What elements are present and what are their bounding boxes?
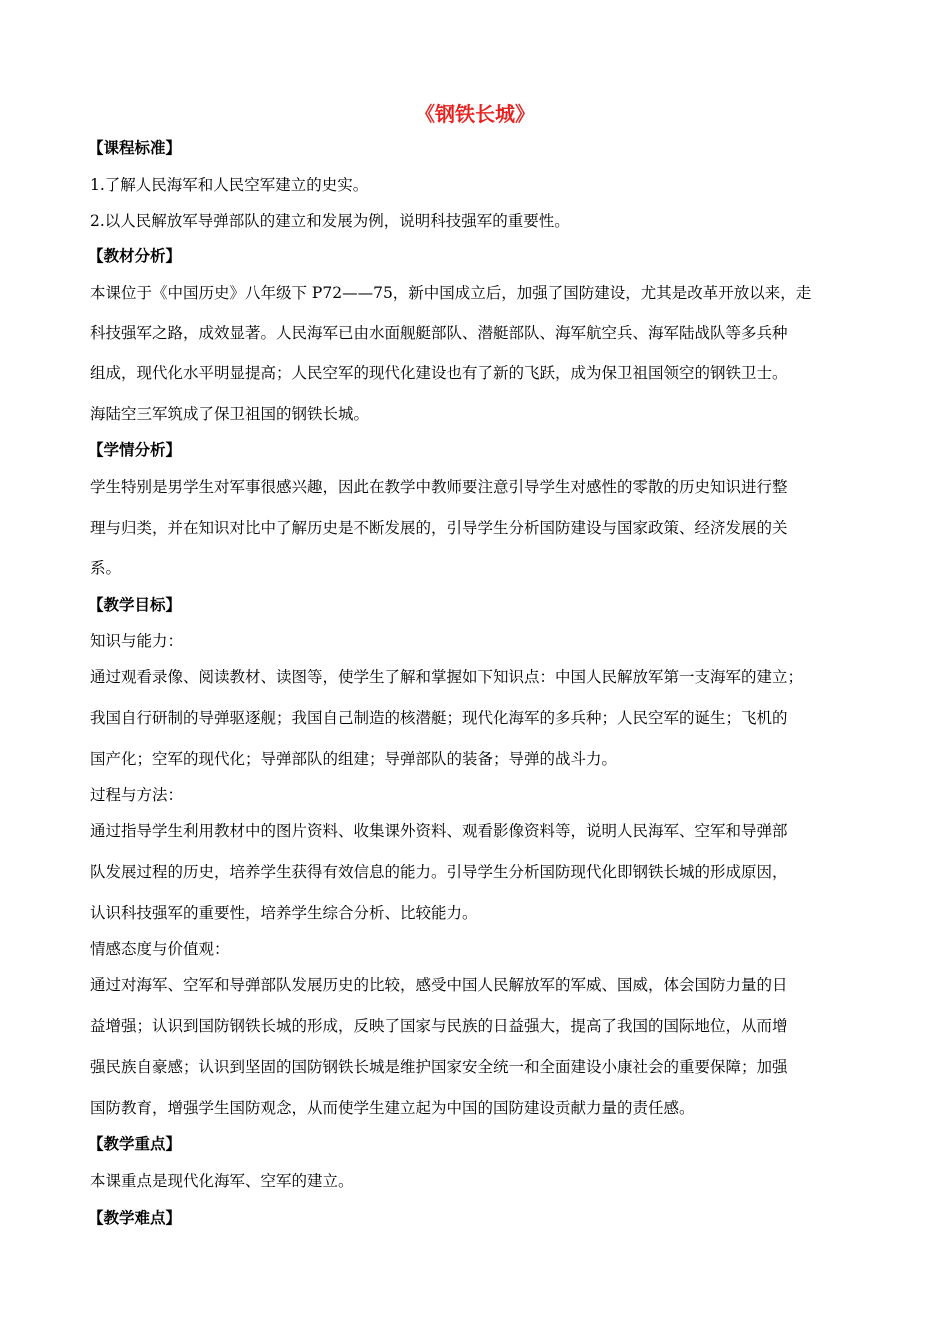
text-line: 国防教育，增强学生国防观念，从而使学生建立起为中国的国防建设贡献力量的责任感。: [90, 1099, 695, 1117]
heading-key-points: 【教学重点】: [88, 1134, 182, 1153]
subheading-process: 过程与方法：: [90, 786, 184, 804]
document-title: 《钢铁长城》: [415, 102, 535, 126]
subheading-knowledge: 知识与能力：: [90, 632, 184, 650]
text-line: 学生特别是男学生对军事很感兴趣，因此在教学中教师要注意引导学生对感性的零散的历史知识进行整: [90, 478, 788, 496]
heading-teaching-goals: 【教学目标】: [88, 595, 182, 614]
text-line: 本课位于《中国历史》八年级下 P72——75，新中国成立后，加强了国防建设，尤其是改革开放以来，走: [90, 284, 812, 302]
heading-difficulties: 【教学难点】: [88, 1208, 182, 1227]
text-line: 通过对海军、空军和导弹部队发展历史的比较，感受中国人民解放军的军威、国威，体会国防力量的日: [90, 976, 788, 994]
text-line: 2.以人民解放军导弹部队的建立和发展为例，说明科技强军的重要性。: [90, 212, 570, 230]
heading-material-analysis: 【教材分析】: [88, 246, 182, 265]
text-line: 海陆空三军筑成了保卫祖国的钢铁长城。: [90, 405, 370, 423]
text-line: 通过观看录像、阅读教材、读图等，使学生了解和掌握如下知识点：中国人民解放军第一支海军的建立；: [90, 668, 804, 686]
text-line: 队发展过程的历史，培养学生获得有效信息的能力。引导学生分析国防现代化即钢铁长城的形成原因，: [90, 863, 788, 881]
text-line: 科技强军之路，成效显著。人民海军已由水面舰艇部队、潜艇部队、海军航空兵、海军陆战队等多兵种: [90, 324, 788, 342]
text-line: 系。: [90, 559, 122, 577]
text-line: 通过指导学生利用教材中的图片资料、收集课外资料、观看影像资料等，说明人民海军、空军和导弹部: [90, 822, 788, 840]
text-line: 益增强；认识到国防钢铁长城的形成，反映了国家与民族的日益强大，提高了我国的国际地位，从而增: [90, 1017, 788, 1035]
text-line: 理与归类，并在知识对比中了解历史是不断发展的，引导学生分析国防建设与国家政策、经济发展的关: [90, 519, 788, 537]
heading-student-analysis: 【学情分析】: [88, 440, 182, 459]
text-line: 国产化；空军的现代化；导弹部队的组建；导弹部队的装备；导弹的战斗力。: [90, 750, 618, 768]
text-line: 1.了解人民海军和人民空军建立的史实。: [90, 176, 369, 194]
heading-course-standard: 【课程标准】: [88, 138, 182, 157]
text-line: 本课重点是现代化海军、空军的建立。: [90, 1172, 354, 1190]
subheading-emotion: 情感态度与价值观：: [90, 940, 230, 958]
text-line: 认识科技强军的重要性，培养学生综合分析、比较能力。: [90, 904, 478, 922]
text-line: 我国自行研制的导弹驱逐舰；我国自己制造的核潜艇；现代化海军的多兵种；人民空军的诞生；飞机的: [90, 709, 788, 727]
text-line: 组成，现代化水平明显提高；人民空军的现代化建设也有了新的飞跃，成为保卫祖国领空的钢铁卫士。: [90, 364, 788, 382]
text-line: 强民族自豪感；认识到坚固的国防钢铁长城是维护国家安全统一和全面建设小康社会的重要保障；加强: [90, 1058, 788, 1076]
